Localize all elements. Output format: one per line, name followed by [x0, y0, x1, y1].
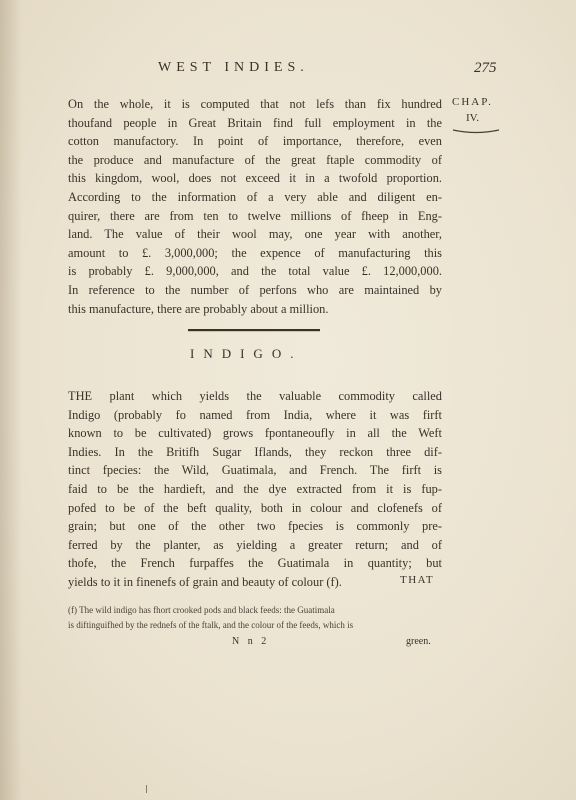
text-line: known to be cultivated) grows fpontaneoufly in all the Weft: [68, 426, 442, 441]
paper-speck: [146, 785, 147, 793]
chapter-number: IV.: [466, 112, 479, 124]
text-line: On the whole, it is computed that not lefs than fix hundred: [68, 97, 442, 111]
text-line: this manufacture, there are probably about a million.: [68, 301, 329, 316]
footnote-line: is diftinguifhed by the rednefs of the ftalk, and the colour of the feeds, which is: [68, 620, 354, 630]
page-number: 275: [474, 60, 497, 76]
paragraph-indigo: [68, 387, 442, 592]
signature-mark: N n 2: [232, 636, 270, 647]
text-line: cotton manufactory. In point of importance, therefore, even: [68, 134, 442, 149]
text-line: According to the information of a very able and diligent en-: [68, 189, 442, 204]
section-title: INDIGO.: [190, 346, 303, 361]
footnote-continuation: green.: [406, 636, 431, 647]
text-line: ferred by the planter, as yielding a greater return; and of: [68, 537, 442, 552]
text-line: quirer, there are from ten to twelve millions of fheep in Eng-: [68, 208, 442, 223]
chapter-ornament-rule: [452, 129, 500, 135]
text-line: faid to be the hardieft, and the dye extracted from it is fup-: [68, 481, 442, 496]
catchword: THAT: [400, 574, 435, 586]
footnote-line: (f) The wild indigo has fhort crooked pods and black feeds: the Guatimala: [68, 605, 335, 615]
text-line: land. The value of their wool may, one year with another,: [68, 227, 442, 242]
text-line: thofe, the French furpaffes the Guatimala in quantity; but: [68, 556, 442, 571]
text-line: Indies. In the Britifh Sugar Iflands, they reckon three dif-: [68, 444, 442, 459]
text-line: In reference to the number of perfons who are maintained by: [68, 282, 442, 297]
text-line: tinct fpecies: the Wild, Guatimala, and French. The firft is: [68, 463, 442, 478]
section-divider-rule: [188, 328, 320, 332]
text-line: yields to it in finenefs of grain and beauty of colour (f).: [68, 574, 342, 589]
footnote: [68, 603, 442, 633]
text-line: pofed to be of the beft quality, both in colour and clofenefs of: [68, 500, 442, 515]
text-line: the produce and manufacture of the great ftaple commodity of: [68, 152, 442, 167]
text-line: thoufand people in Great Britain find full employment in the: [68, 115, 442, 130]
chapter-label: CHAP.: [452, 96, 493, 108]
text-line: amount to £. 3,000,000; the expence of manufacturing this: [68, 245, 442, 260]
running-head: WEST INDIES.: [158, 60, 309, 75]
gutter-shadow: [0, 0, 22, 800]
text-line: Indigo (probably fo named from India, where it was firft: [68, 407, 442, 422]
text-line: grain; but one of the other two fpecies is commonly pre-: [68, 519, 442, 534]
text-line: is probably £. 9,000,000, and the total value £. 12,000,000.: [68, 264, 442, 279]
text-line: THE plant which yields the valuable commodity called: [68, 389, 442, 403]
text-line: this kingdom, wool, does not exceed it in a twofold proportion.: [68, 171, 442, 186]
paragraph-wool: [68, 95, 442, 318]
